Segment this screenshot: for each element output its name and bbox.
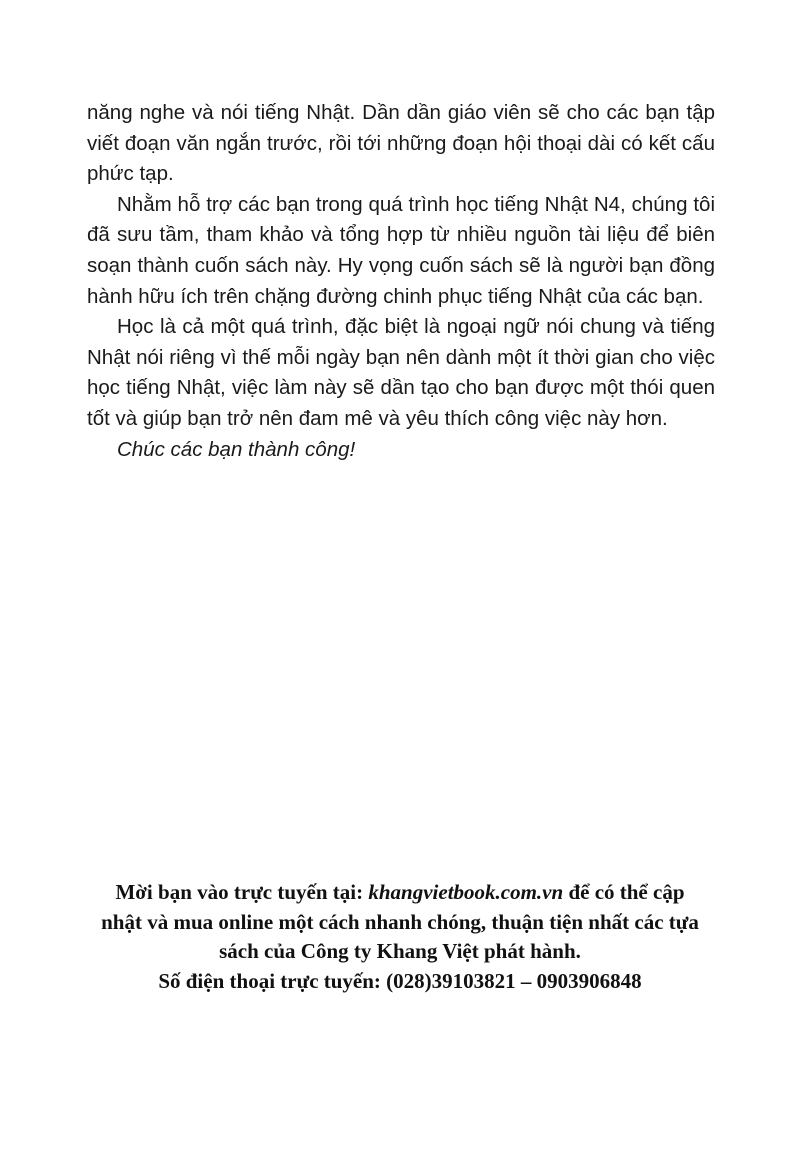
preface-paragraph-1: năng nghe và nói tiếng Nhật. Dần dần giáo viên sẽ cho các bạn tập viết đoạn văn ngắn trước, rồi tới những đoạn hội thoại dài có kết cấu phức tạp. [87, 101, 715, 186]
preface-paragraph-3: Học là cả một quá trình, đặc biệt là ngoại ngữ nói chung và tiếng Nhật nói riêng vì thế mỗi ngày bạn nên dành một ít thời gian cho việc học tiếng Nhật, việc làm này sẽ dần tạo cho bạn được một thói quen tốt và giúp bạn trở nên đam mê và yêu thích công việc này hơn. [87, 315, 715, 430]
promo-line-2: nhật và mua online một cách nhanh chóng, thuận tiện nhất các tựa [101, 909, 699, 934]
publisher-promo [60, 878, 740, 996]
promo-phone-line: Số điện thoại trực tuyến: (028)39103821 – 0903906848 [158, 968, 642, 993]
publisher-website-link[interactable]: khangvietbook.com.vn [368, 880, 564, 904]
promo-after-website: để có thể cập [563, 880, 685, 904]
preface-closing: Chúc các bạn thành công! [117, 437, 356, 461]
promo-line-1 [60, 878, 740, 908]
preface-body [87, 98, 715, 465]
promo-intro: Mời bạn vào trực tuyến tại: [115, 880, 369, 904]
promo-line-3: sách của Công ty Khang Việt phát hành. [219, 939, 581, 963]
preface-paragraph-2: Nhằm hỗ trợ các bạn trong quá trình học tiếng Nhật N4, chúng tôi đã sưu tầm, tham khảo và tổng hợp từ nhiều nguồn tài liệu để biên soạn thành cuốn sách này. Hy vọng cuốn sách sẽ là người bạn đồng hành hữu ích trên chặng đường chinh phục tiếng Nhật của các bạn. [87, 192, 715, 308]
